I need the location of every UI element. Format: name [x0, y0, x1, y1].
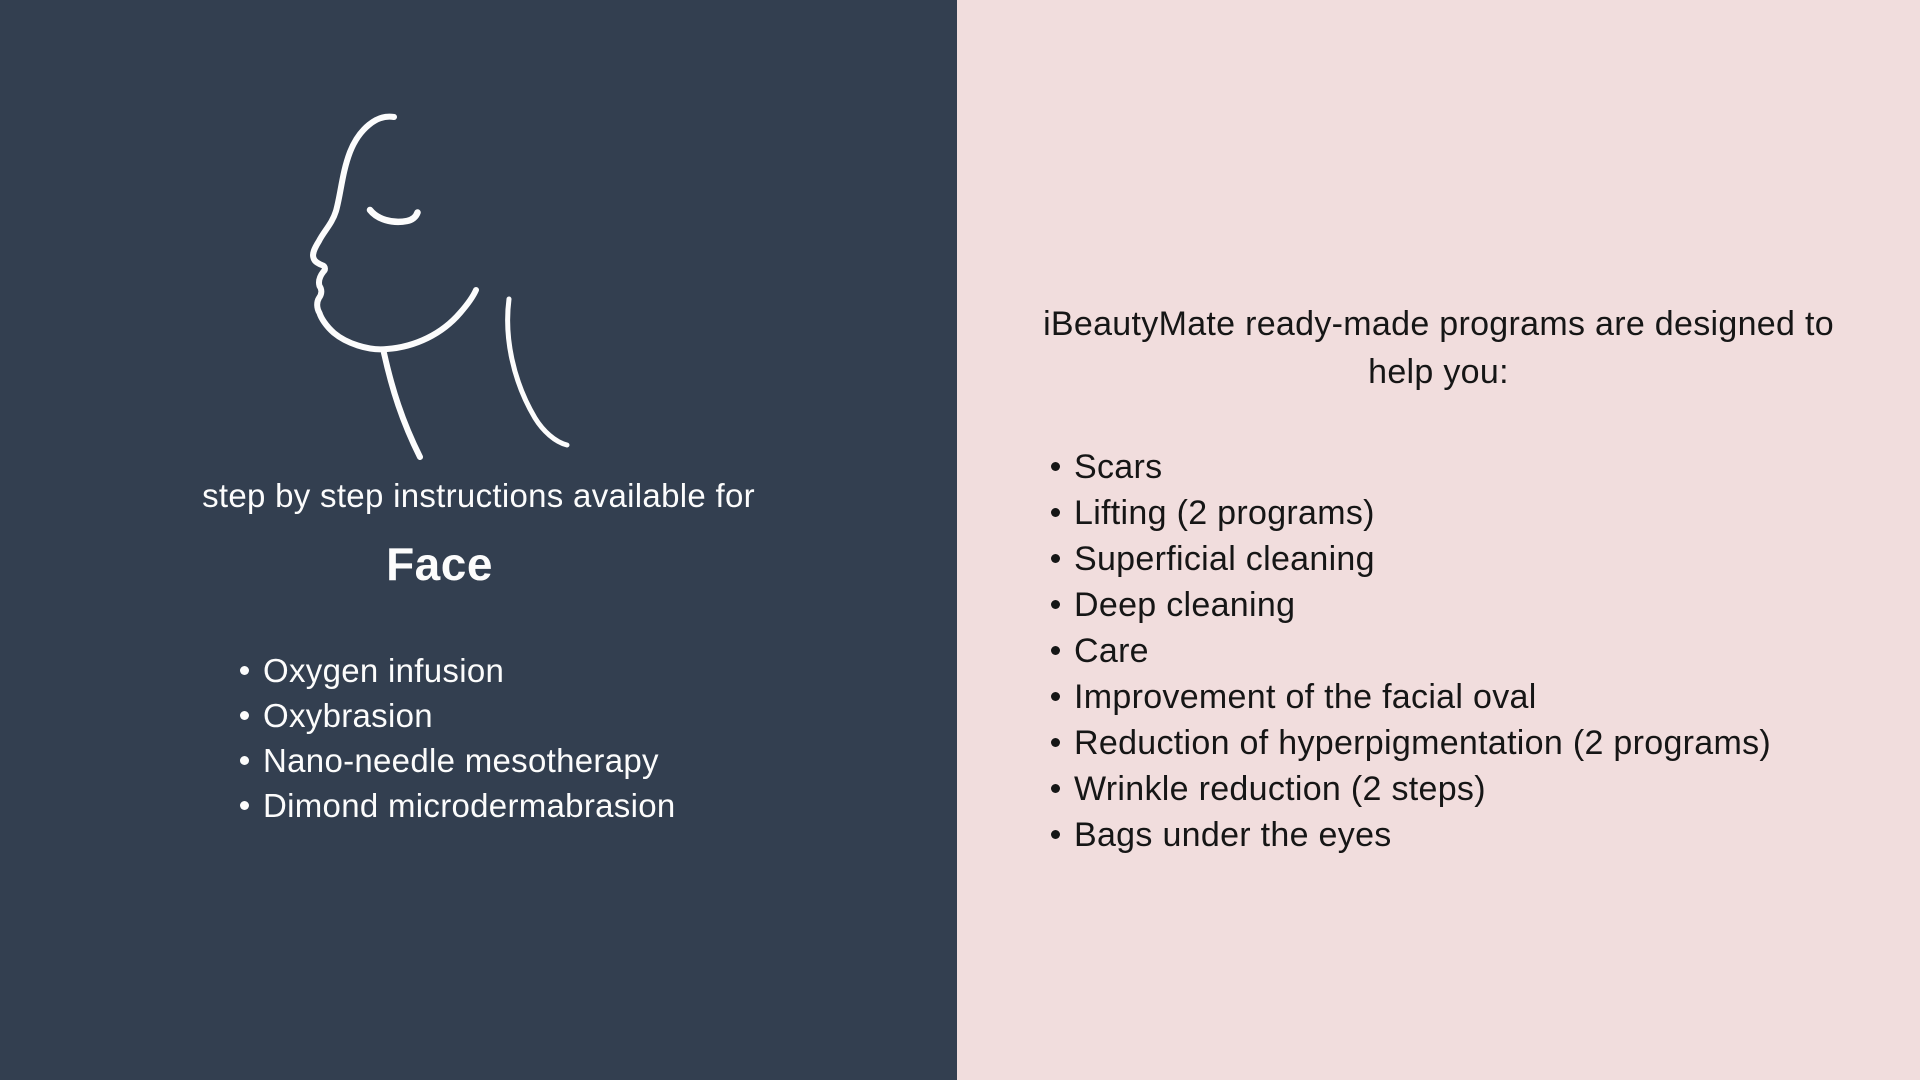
list-item-label: Dimond microdermabrasion [263, 787, 676, 824]
left-subtitle: step by step instructions available for [202, 477, 755, 514]
right-panel [957, 0, 1920, 1080]
bullet-icon [1051, 646, 1060, 655]
bullet-icon [240, 666, 249, 675]
list-item-label: Scars [1074, 448, 1163, 486]
list-item [240, 648, 676, 693]
programs-list [1051, 444, 1771, 858]
list-item-label: Superficial cleaning [1074, 540, 1375, 578]
list-item [1051, 444, 1771, 490]
bullet-icon [240, 711, 249, 720]
page-title: Face [386, 538, 493, 590]
bullet-icon [1051, 830, 1060, 839]
bullet-icon [240, 756, 249, 765]
left-panel [0, 0, 957, 1080]
bullet-icon [1051, 508, 1060, 517]
list-item [1051, 674, 1771, 720]
list-item-label: Oxygen infusion [263, 652, 505, 689]
programs-heading-line1: iBeautyMate ready-made programs are designed to [1043, 305, 1834, 343]
list-item [1051, 582, 1771, 628]
bullet-icon [1051, 738, 1060, 747]
bullet-icon [1051, 462, 1060, 471]
list-item [240, 783, 676, 828]
list-item [240, 693, 676, 738]
bullet-icon [240, 801, 249, 810]
list-item [1051, 812, 1771, 858]
programs-heading [957, 300, 1920, 396]
bullet-icon [1051, 692, 1060, 701]
list-item-label: Nano-needle mesotherapy [263, 742, 659, 779]
list-item-label: Care [1074, 632, 1149, 670]
list-item-label: Bags under the eyes [1074, 816, 1392, 854]
list-item [1051, 490, 1771, 536]
list-item-label: Lifting (2 programs) [1074, 494, 1375, 532]
list-item-label: Wrinkle reduction (2 steps) [1074, 770, 1486, 808]
list-item [240, 738, 676, 783]
list-item-label: Improvement of the facial oval [1074, 678, 1537, 716]
programs-heading-line2: help you: [1368, 353, 1509, 391]
face-profile-icon [290, 100, 620, 460]
list-item-label: Oxybrasion [263, 697, 433, 734]
list-item [1051, 720, 1771, 766]
list-item [1051, 766, 1771, 812]
bullet-icon [1051, 784, 1060, 793]
list-item [1051, 536, 1771, 582]
bullet-icon [1051, 600, 1060, 609]
bullet-icon [1051, 554, 1060, 563]
list-item-label: Reduction of hyperpigmentation (2 programs) [1074, 724, 1772, 762]
list-item-label: Deep cleaning [1074, 586, 1296, 624]
list-item [1051, 628, 1771, 674]
face-treatments-list [240, 648, 676, 828]
